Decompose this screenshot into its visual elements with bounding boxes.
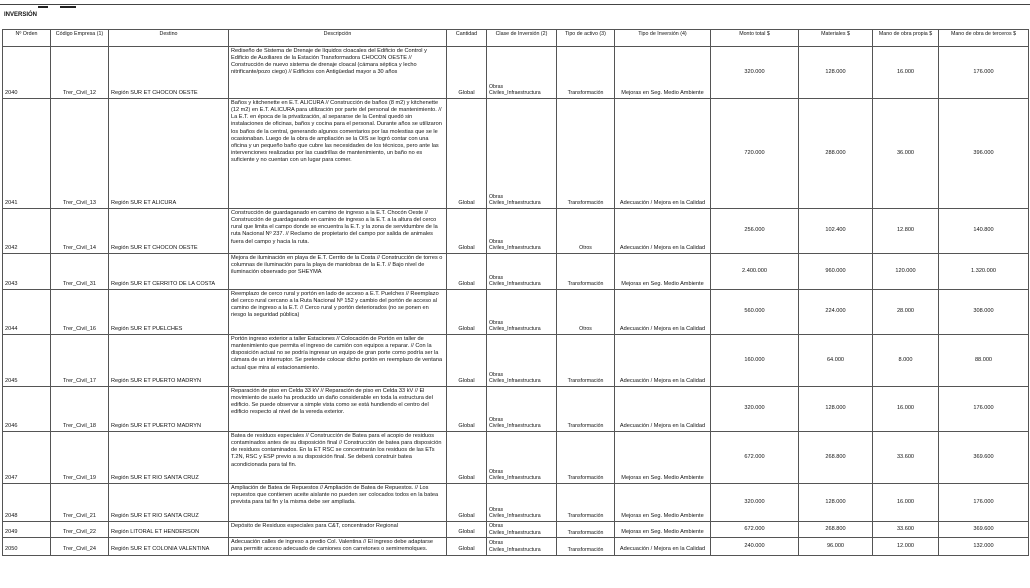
cell-clase: Obras Civiles_Infraestructura <box>487 522 557 538</box>
cell-activo: Transformación <box>557 522 615 538</box>
cell-descripcion: Baños y kitchenette en E.T. ALICURA // Construcción de baños (8 m2) y kitchenette (12 m2) en E.T. ALICURA para utilización por parte del personal de mantenimiento. // La E.T. en época de la privatización, al separarse de la Central quedó sin instalaciones de oficinas, baños y cocina para el personal. Durante años se utilizaron los baños de la central, generando algunos comentarios por las molestias que se le ocasionaban. Luego de la obra de ampliación se la OIS se logró contar con una oficina y un pequeño baño que cubre las necesidades de los técnicos, pero ante las intervenciones realizadas por las cuadrillas de mantenimiento, un baño no es suficiente y no cuentan con un lugar para comer. <box>229 99 447 209</box>
table-row <box>3 538 1029 555</box>
cell-clase: Obras Civiles_Infraestructura <box>487 335 557 387</box>
cell-terceros: 176.000 <box>939 47 1029 99</box>
cell-monto: 240.000 <box>711 538 799 555</box>
cell-tipo: Adecuación / Mejora en la Calidad <box>615 99 711 209</box>
table-row <box>3 387 1029 432</box>
table-row <box>3 335 1029 387</box>
cell-materiales: 268.800 <box>799 432 873 484</box>
cell-activo: Transformación <box>557 484 615 522</box>
cell-propia: 120.000 <box>873 254 939 290</box>
cell-destino: Región SUR ET RIO SANTA CRUZ <box>109 484 229 522</box>
cell-clase: Obras Civiles_Infraestructura <box>487 209 557 254</box>
cell-orden: 2048 <box>3 484 51 522</box>
investment-table <box>2 29 1029 556</box>
cell-cantidad: Global <box>447 209 487 254</box>
cell-orden: 2042 <box>3 209 51 254</box>
cell-activo: Transformación <box>557 99 615 209</box>
cell-orden: 2043 <box>3 254 51 290</box>
cell-cantidad: Global <box>447 254 487 290</box>
cell-orden: 2044 <box>3 290 51 335</box>
cell-codigo: Trer_Civil_21 <box>51 484 109 522</box>
cell-orden: 2046 <box>3 387 51 432</box>
col-header-cantidad: Cantidad <box>447 30 487 47</box>
cell-descripcion: Reparación de piso en Celda 33 kV // Reparación de piso en Celda 33 kV // El movimiento de suelo ha producido un daño considerable en toda la estructura del edificio. Se puede observar a simple vista como se está hundiendo el centro del edificio respecto al nivel de la vereda exterior. <box>229 387 447 432</box>
cell-cantidad: Global <box>447 387 487 432</box>
cell-propia: 12.000 <box>873 538 939 555</box>
cell-destino: Región SUR ET CERRITO DE LA COSTA <box>109 254 229 290</box>
cell-tipo: Mejoras en Seg. Medio Ambiente <box>615 432 711 484</box>
cell-tipo: Mejoras en Seg. Medio Ambiente <box>615 522 711 538</box>
cell-activo: Transformación <box>557 432 615 484</box>
cell-materiales: 128.000 <box>799 387 873 432</box>
cell-destino: Región SUR ET COLONIA VALENTINA <box>109 538 229 555</box>
cell-materiales: 102.400 <box>799 209 873 254</box>
cell-codigo: Trer_Civil_14 <box>51 209 109 254</box>
table-row <box>3 99 1029 209</box>
col-header-tipo: Tipo de Inversión (4) <box>615 30 711 47</box>
col-header-destino: Destino <box>109 30 229 47</box>
cell-cantidad: Global <box>447 484 487 522</box>
cell-activo: Transformación <box>557 538 615 555</box>
col-header-propia: Mano de obra propia $ <box>873 30 939 47</box>
cell-descripcion: Portón ingreso exterior a taller Estaciones // Colocación de Portón en taller de mantenimiento que permita el ingreso de camión con equipos a reparar. // Con la disposición actual no se podría ingresar un equipo de gran porte como podría ser la cámara de un interruptor. Se pretende colocar dicho portón en reemplazo de ventana actual que mira al estacionamiento. <box>229 335 447 387</box>
cell-activo: Transformación <box>557 335 615 387</box>
cell-propia: 36.000 <box>873 99 939 209</box>
cell-clase: Obras Civiles_Infraestructura <box>487 290 557 335</box>
cell-cantidad: Global <box>447 47 487 99</box>
cell-terceros: 369.600 <box>939 522 1029 538</box>
cell-materiales: 224.000 <box>799 290 873 335</box>
cell-propia: 33.600 <box>873 432 939 484</box>
cell-cantidad: Global <box>447 522 487 538</box>
cell-codigo: Trer_Civil_16 <box>51 290 109 335</box>
cell-destino: Región LITORAL ET HENDERSON <box>109 522 229 538</box>
table-row <box>3 254 1029 290</box>
table-row <box>3 209 1029 254</box>
cell-monto: 672.000 <box>711 522 799 538</box>
cell-tipo: Adecuación / Mejora en la Calidad <box>615 335 711 387</box>
cell-terceros: 140.800 <box>939 209 1029 254</box>
cell-monto: 320.000 <box>711 47 799 99</box>
cell-monto: 2.400.000 <box>711 254 799 290</box>
cell-codigo: Trer_Civil_19 <box>51 432 109 484</box>
col-header-clase: Clase de Inversión (2) <box>487 30 557 47</box>
cell-codigo: Trer_Civil_31 <box>51 254 109 290</box>
cell-codigo: Trer_Civil_17 <box>51 335 109 387</box>
cell-terceros: 88.000 <box>939 335 1029 387</box>
cell-terceros: 176.000 <box>939 484 1029 522</box>
cell-clase: Obras Civiles_Infraestructura <box>487 484 557 522</box>
col-header-codigo: Código Empresa (1) <box>51 30 109 47</box>
cell-monto: 320.000 <box>711 484 799 522</box>
header-row <box>3 30 1029 47</box>
cell-cantidad: Global <box>447 335 487 387</box>
top-border-line <box>0 4 1030 5</box>
cell-tipo: Mejoras en Seg. Medio Ambiente <box>615 254 711 290</box>
cell-destino: Región SUR ET PUELCHES <box>109 290 229 335</box>
cell-orden: 2040 <box>3 47 51 99</box>
table-row <box>3 522 1029 538</box>
cell-activo: Otros <box>557 209 615 254</box>
header-mark <box>60 6 76 8</box>
cell-cantidad: Global <box>447 99 487 209</box>
cell-clase: Obras Civiles_Infraestructura <box>487 387 557 432</box>
cell-destino: Región SUR ET PUERTO MADRYN <box>109 335 229 387</box>
cell-tipo: Adecuación / Mejora en la Calidad <box>615 209 711 254</box>
cell-monto: 720.000 <box>711 99 799 209</box>
cell-monto: 560.000 <box>711 290 799 335</box>
col-header-monto: Monto total $ <box>711 30 799 47</box>
cell-terceros: 1.320.000 <box>939 254 1029 290</box>
cell-codigo: Trer_Civil_22 <box>51 522 109 538</box>
cell-propia: 8.000 <box>873 335 939 387</box>
cell-materiales: 128.000 <box>799 47 873 99</box>
cell-propia: 16.000 <box>873 484 939 522</box>
cell-tipo: Adecuación / Mejora en la Calidad <box>615 538 711 555</box>
cell-orden: 2041 <box>3 99 51 209</box>
col-header-descripcion: Descripción <box>229 30 447 47</box>
col-header-materiales: Materiales $ <box>799 30 873 47</box>
cell-orden: 2045 <box>3 335 51 387</box>
cell-monto: 160.000 <box>711 335 799 387</box>
sheet-title: INVERSIÓN <box>4 12 38 18</box>
cell-clase: Obras Civiles_Infraestructura <box>487 254 557 290</box>
cell-tipo: Mejoras en Seg. Medio Ambiente <box>615 484 711 522</box>
cell-descripcion: Construcción de guardaganado en camino de ingreso a la E.T. Chocón Oeste // Construcción de guardaganado en camino de ingreso a la E.T. a la altura del cerco rural que limita el campo donde se encuentra la E.T. y la zona de servidumbre de la ruta Nacional Nº 237. // Reclamo de propietario del campo por salida de animales fuera del campo y hacia la ruta. <box>229 209 447 254</box>
col-header-activo: Tipo de activo (3) <box>557 30 615 47</box>
cell-monto: 672.000 <box>711 432 799 484</box>
cell-propia: 16.000 <box>873 387 939 432</box>
cell-descripcion: Adecuación calles de ingreso a predio Col. Valentina // El ingreso debe adaptarse para permitir acceso adecuado de camiones con carretones o semirremolques. <box>229 538 447 555</box>
cell-orden: 2050 <box>3 538 51 555</box>
cell-materiales: 288.000 <box>799 99 873 209</box>
cell-materiales: 96.000 <box>799 538 873 555</box>
cell-codigo: Trer_Civil_12 <box>51 47 109 99</box>
cell-descripcion: Rediseño de Sistema de Drenaje de líquidos cloacales del Edificio de Control y Edificio de Auxiliares de la Estación Transformadora CHOCON OESTE // Construcción de nuevo sistema de drenaje cloacal (cámara séptica y lecho nitrificante/pozo ciego) // Edificios con Antigüedad mayor a 30 años <box>229 47 447 99</box>
cell-terceros: 132.000 <box>939 538 1029 555</box>
cell-propia: 33.600 <box>873 522 939 538</box>
cell-destino: Región SUR ET CHOCON OESTE <box>109 47 229 99</box>
cell-cantidad: Global <box>447 290 487 335</box>
cell-materiales: 128.000 <box>799 484 873 522</box>
table-row <box>3 47 1029 99</box>
cell-destino: Región SUR ET RIO SANTA CRUZ <box>109 432 229 484</box>
cell-codigo: Trer_Civil_13 <box>51 99 109 209</box>
cell-materiales: 268.800 <box>799 522 873 538</box>
cell-propia: 28.000 <box>873 290 939 335</box>
cell-materiales: 960.000 <box>799 254 873 290</box>
cell-descripcion: Reemplazo de cerco rural y portón en lado de acceso a E.T. Puelches // Reemplazo del cerco rural cercano a la Ruta Nacional Nº 152 y cambio del portón de acceso al camino de ingreso a la E.T. // Cerco rural y portón deteriorados (no se ponen en riesgo la seguridad pública) <box>229 290 447 335</box>
cell-descripcion: Ampliación de Batea de Repuestos // Ampliación de Batea de Repuestos. // Los repuestos que contienen aceite aislante no pueden ser colocados todos en la batea prevista para tal fin y la misma debe ser ampliada. <box>229 484 447 522</box>
cell-tipo: Adecuación / Mejora en la Calidad <box>615 387 711 432</box>
cell-orden: 2047 <box>3 432 51 484</box>
cell-tipo: Mejoras en Seg. Medio Ambiente <box>615 47 711 99</box>
cell-destino: Región SUR ET ALICURA <box>109 99 229 209</box>
cell-codigo: Trer_Civil_18 <box>51 387 109 432</box>
col-header-terceros: Mano de obra de terceros $ <box>939 30 1029 47</box>
cell-terceros: 176.000 <box>939 387 1029 432</box>
cell-tipo: Adecuación / Mejora en la Calidad <box>615 290 711 335</box>
table-row <box>3 290 1029 335</box>
cell-terceros: 369.600 <box>939 432 1029 484</box>
cell-activo: Otros <box>557 290 615 335</box>
cell-destino: Región SUR ET CHOCON OESTE <box>109 209 229 254</box>
cell-clase: Obras Civiles_Infraestructura <box>487 432 557 484</box>
col-header-orden: Nº Orden <box>3 30 51 47</box>
cell-propia: 12.800 <box>873 209 939 254</box>
cell-propia: 16.000 <box>873 47 939 99</box>
cell-destino: Región SUR ET PUERTO MADRYN <box>109 387 229 432</box>
cell-monto: 256.000 <box>711 209 799 254</box>
cell-terceros: 308.000 <box>939 290 1029 335</box>
cell-activo: Transformación <box>557 387 615 432</box>
cell-clase: Obras Civiles_Infraestructura <box>487 47 557 99</box>
cell-cantidad: Global <box>447 538 487 555</box>
cell-descripcion: Mejora de iluminación en playa de E.T. Cerrito de la Costa // Construcción de torres o columnas de iluminación para la playa de maniobras de la E.T. // Bajo nivel de iluminación observado por SHEYMA <box>229 254 447 290</box>
cell-descripcion: Batea de residuos especiales // Construcción de Batea para el acopio de residuos contaminados antes de su disposición final // Construcción de batea para disposición de residuos contaminados. En la ET RSC se concentrarán los residuos de las ETs T.2N, RSC y ESP previo a su disposición final. Se deberá construir batea acondicionada para tal fin. <box>229 432 447 484</box>
header-mark <box>38 6 48 8</box>
cell-activo: Transformación <box>557 47 615 99</box>
cell-clase: Obras Civiles_Infraestructura <box>487 99 557 209</box>
table-row <box>3 484 1029 522</box>
cell-monto: 320.000 <box>711 387 799 432</box>
cell-terceros: 396.000 <box>939 99 1029 209</box>
cell-orden: 2049 <box>3 522 51 538</box>
cell-cantidad: Global <box>447 432 487 484</box>
cell-descripcion: Depósito de Residuos especiales para C&T, concentrador Regional <box>229 522 447 538</box>
table-row <box>3 432 1029 484</box>
cell-clase: Obras Civiles_Infraestructura <box>487 538 557 555</box>
cell-materiales: 64.000 <box>799 335 873 387</box>
cell-activo: Transformación <box>557 254 615 290</box>
cell-codigo: Trer_Civil_24 <box>51 538 109 555</box>
